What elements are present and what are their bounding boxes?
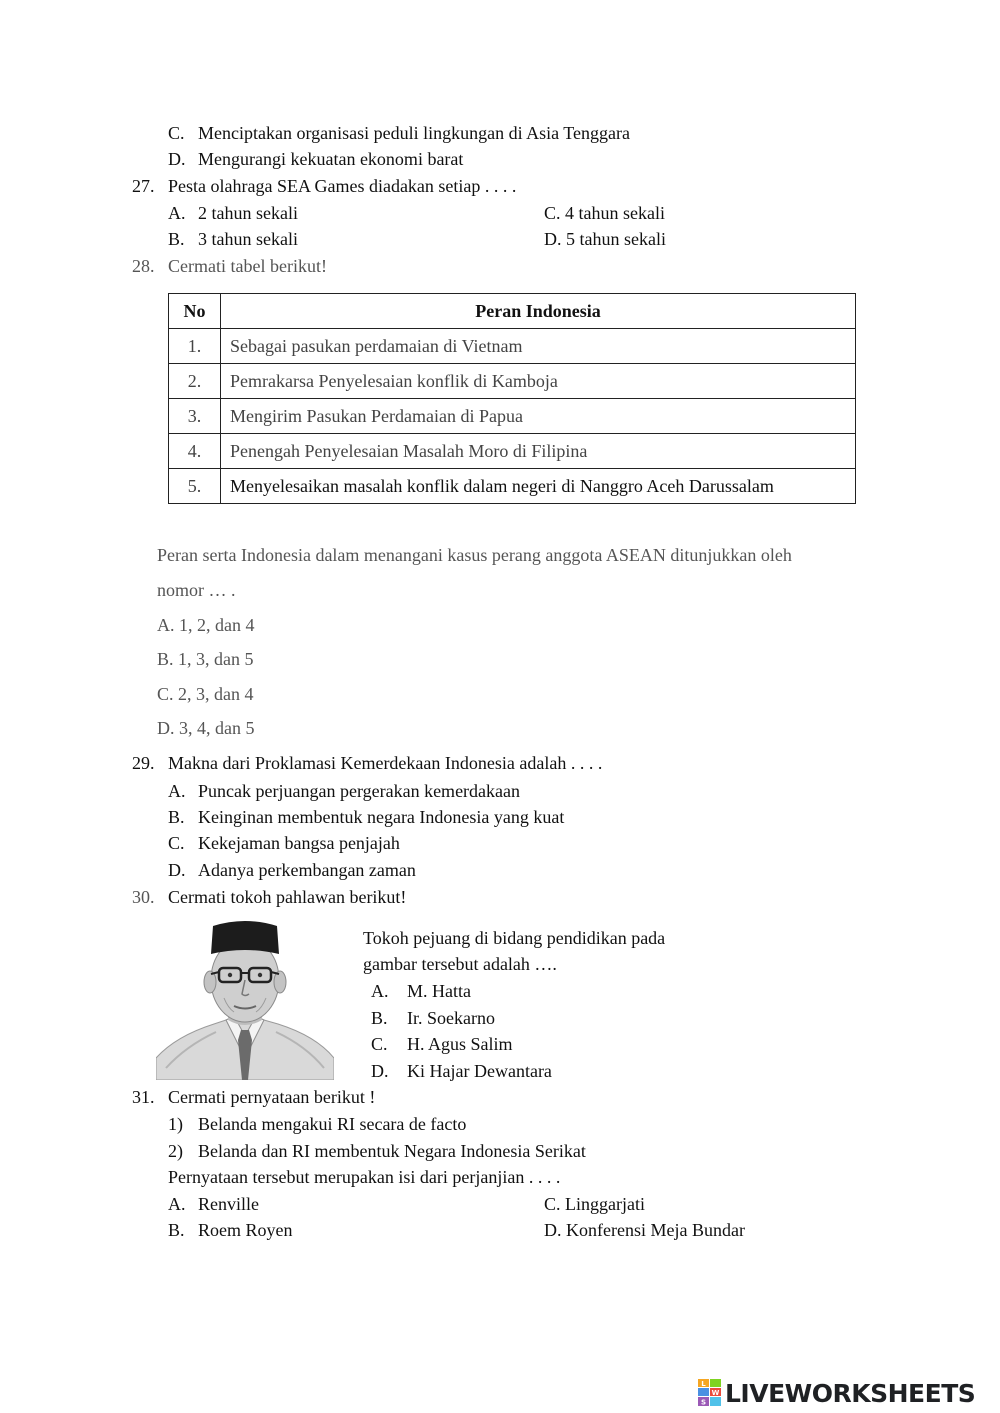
q27-question: 27. Pesta olahraga SEA Games diadakan setiap . . . . (132, 176, 517, 196)
q31-option-c[interactable]: C. Linggarjati (544, 1194, 645, 1214)
logo-letter-s: S (700, 1398, 707, 1407)
table-row (169, 329, 856, 364)
q29-question: 29. Makna dari Proklamasi Kemerdekaan Indonesia adalah . . . . (132, 753, 603, 773)
q31-option-d[interactable]: D. Konferensi Meja Bundar (544, 1220, 745, 1240)
table-cell-peran: Menyelesaikan masalah konflik dalam negeri di Nanggro Aceh Darussalam (221, 469, 856, 504)
q31-prompt: Pernyataan tersebut merupakan isi dari perjanjian . . . . (168, 1167, 561, 1187)
q31-question: 31. Cermati pernyataan berikut ! (132, 1087, 376, 1107)
q30-prompt-line1: Tokoh pejuang di bidang pendidikan pada (363, 928, 666, 948)
q29-option-d[interactable]: D. Adanya perkembangan zaman (168, 860, 416, 880)
table-header-peran: Peran Indonesia (221, 294, 856, 329)
q28-option-a[interactable]: A. 1, 2, dan 4 (157, 615, 255, 635)
table-header-no: No (169, 294, 221, 329)
q28-option-b[interactable]: B. 1, 3, dan 5 (157, 649, 254, 669)
table-cell-no: 3. (169, 399, 221, 434)
q26-option-d[interactable]: D. Mengurangi kekuatan ekonomi barat (168, 149, 464, 169)
q26-option-c[interactable]: C. Menciptakan organisasi peduli lingkungan di Asia Tenggara (168, 123, 630, 143)
q30-option-b[interactable]: B. Ir. Soekarno (371, 1008, 495, 1028)
q27-option-a[interactable]: A. 2 tahun sekali (168, 203, 298, 223)
peran-indonesia-table (168, 293, 856, 504)
q28-question: 28. Cermati tabel berikut! (132, 256, 327, 276)
portrait-drawing (156, 918, 334, 1080)
table-row (169, 364, 856, 399)
table-cell-peran: Mengirim Pasukan Perdamaian di Papua (221, 399, 856, 434)
table-row (169, 469, 856, 504)
q30-option-a[interactable]: A. M. Hatta (371, 981, 471, 1001)
logo-letter-l: L (701, 1380, 706, 1388)
q30-option-c[interactable]: C. H. Agus Salim (371, 1034, 513, 1054)
liveworksheets-logo (698, 1378, 975, 1408)
q30-option-d[interactable]: D. Ki Hajar Dewantara (371, 1061, 552, 1081)
table-cell-no: 4. (169, 434, 221, 469)
q28-prompt-line2: nomor … . (157, 580, 236, 600)
table-cell-no: 5. (169, 469, 221, 504)
q31-option-a[interactable]: A. Renville (168, 1194, 259, 1214)
q28-option-d[interactable]: D. 3, 4, dan 5 (157, 718, 255, 738)
q29-option-b[interactable]: B. Keinginan membentuk negara Indonesia yang kuat (168, 807, 565, 827)
table-cell-peran: Sebagai pasukan perdamaian di Vietnam (221, 329, 856, 364)
q31-statement-1: 1) Belanda mengakui RI secara de facto (168, 1114, 467, 1134)
table-cell-peran: Penengah Penyelesaian Masalah Moro di Filipina (221, 434, 856, 469)
table-row (169, 399, 856, 434)
table-row (169, 434, 856, 469)
liveworksheets-logo-icon (698, 1379, 722, 1407)
table-header-row (169, 294, 856, 329)
table-cell-no: 1. (169, 329, 221, 364)
q28-option-c[interactable]: C. 2, 3, dan 4 (157, 684, 254, 704)
q28-prompt-line1: Peran serta Indonesia dalam menangani kasus perang anggota ASEAN ditunjukkan oleh (157, 545, 792, 565)
table-cell-peran: Pemrakarsa Penyelesaian konflik di Kamboja (221, 364, 856, 399)
q29-option-c[interactable]: C. Kekejaman bangsa penjajah (168, 833, 400, 853)
q30-question: 30. Cermati tokoh pahlawan berikut! (132, 887, 407, 907)
hero-portrait-image (156, 918, 334, 1080)
q27-option-b[interactable]: B. 3 tahun sekali (168, 229, 298, 249)
q31-statement-2: 2) Belanda dan RI membentuk Negara Indonesia Serikat (168, 1141, 586, 1161)
q27-option-c[interactable]: C. 4 tahun sekali (544, 203, 665, 223)
q30-prompt-line2: gambar tersebut adalah …. (363, 954, 557, 974)
logo-letter-w: W (711, 1389, 720, 1397)
q31-option-b[interactable]: B. Roem Royen (168, 1220, 293, 1240)
q27-option-d[interactable]: D. 5 tahun sekali (544, 229, 666, 249)
liveworksheets-logo-text: LIVEWORKSHEETS (725, 1378, 976, 1408)
table-cell-no: 2. (169, 364, 221, 399)
q29-option-a[interactable]: A. Puncak perjuangan pergerakan kemerdakaan (168, 781, 521, 801)
